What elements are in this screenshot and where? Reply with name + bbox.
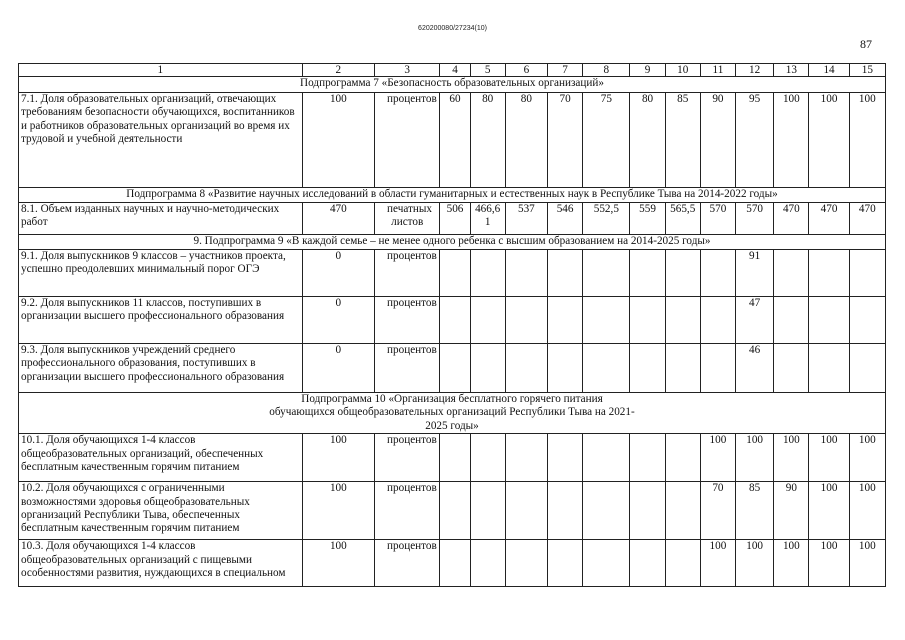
- indicator-year-value: [583, 434, 630, 482]
- indicator-year-value: [665, 250, 700, 297]
- indicator-unit: процентов: [375, 344, 440, 393]
- indicator-year-value: [583, 482, 630, 540]
- indicator-year-value: [630, 297, 665, 344]
- indicator-year-value: [849, 297, 885, 344]
- indicator-year-value: [809, 297, 849, 344]
- indicator-unit: печатных листов: [375, 203, 440, 235]
- indicator-year-value: [630, 250, 665, 297]
- indicator-year-value: [774, 344, 809, 393]
- indicator-year-value: [505, 434, 547, 482]
- column-number-row: [19, 64, 886, 77]
- indicator-year-value: [470, 297, 505, 344]
- indicator-year-value: [440, 344, 470, 393]
- indicator-year-value: [548, 540, 583, 587]
- indicator-base-value: 470: [302, 203, 374, 235]
- indicator-row: [19, 434, 886, 482]
- indicator-year-value: 100: [700, 434, 735, 482]
- indicator-year-value: 559: [630, 203, 665, 235]
- indicator-year-value: [505, 540, 547, 587]
- indicator-year-value: [548, 482, 583, 540]
- indicator-year-value: [548, 434, 583, 482]
- indicator-year-value: [440, 434, 470, 482]
- indicator-name: 10.3. Доля обучающихся 1-4 классов общеобразовательных организаций с пищевыми особенностями развития, нуждающихся в специальном: [19, 540, 303, 587]
- indicator-year-value: 470: [849, 203, 885, 235]
- indicator-year-value: 470: [774, 203, 809, 235]
- indicator-year-value: [849, 250, 885, 297]
- subprogram-title: Подпрограмма 8 «Развитие научных исследований в области гуманитарных и естественных наук в Республике Тыва на 2014-2022 годы»: [19, 188, 886, 203]
- indicator-year-value: 100: [774, 540, 809, 587]
- column-number: 4: [440, 64, 470, 77]
- indicator-unit: процентов: [375, 297, 440, 344]
- column-number: 7: [548, 64, 583, 77]
- subprogram-title: 9. Подпрограмма 9 «В каждой семье – не менее одного ребенка с высшим образованием на 2014-2025 годы»: [19, 235, 886, 250]
- indicator-year-value: 47: [736, 297, 774, 344]
- indicator-year-value: 470: [809, 203, 849, 235]
- indicator-year-value: 80: [505, 93, 547, 188]
- indicator-year-value: [630, 434, 665, 482]
- document-code: 620200080/27234(10): [418, 25, 487, 32]
- indicator-year-value: [700, 297, 735, 344]
- indicator-base-value: 100: [302, 93, 374, 188]
- indicator-year-value: 100: [809, 93, 849, 188]
- indicator-year-value: 552,5: [583, 203, 630, 235]
- indicator-year-value: 100: [849, 540, 885, 587]
- indicator-year-value: 70: [548, 93, 583, 188]
- indicator-unit: процентов: [375, 93, 440, 188]
- indicator-unit: процентов: [375, 434, 440, 482]
- indicator-year-value: [630, 482, 665, 540]
- indicator-year-value: 100: [774, 434, 809, 482]
- indicator-year-value: [700, 344, 735, 393]
- indicator-base-value: 0: [302, 344, 374, 393]
- indicator-year-value: 100: [849, 434, 885, 482]
- indicator-year-value: [665, 297, 700, 344]
- indicator-year-value: 100: [809, 434, 849, 482]
- indicator-year-value: 546: [548, 203, 583, 235]
- column-number: 9: [630, 64, 665, 77]
- subprogram-title: Подпрограмма 7 «Безопасность образовательных организаций»: [19, 77, 886, 93]
- indicator-year-value: 100: [849, 482, 885, 540]
- indicator-year-value: [665, 540, 700, 587]
- column-number: 13: [774, 64, 809, 77]
- indicator-year-value: 95: [736, 93, 774, 188]
- subprogram-title: Подпрограмма 10 «Организация бесплатного горячего питания обучающихся общеобразовательных организаций Республики Тыва на 2021-2025 годы»: [19, 393, 886, 434]
- indicator-name: 9.3. Доля выпускников учреждений среднего профессионального образования, поступивших в организации высшего профессионального образования: [19, 344, 303, 393]
- indicator-year-value: 100: [809, 482, 849, 540]
- indicator-base-value: 100: [302, 434, 374, 482]
- column-number: 14: [809, 64, 849, 77]
- indicator-year-value: 100: [736, 540, 774, 587]
- table-body: [19, 64, 886, 587]
- indicator-row: [19, 297, 886, 344]
- indicator-year-value: [548, 297, 583, 344]
- indicator-year-value: [665, 434, 700, 482]
- indicator-year-value: 75: [583, 93, 630, 188]
- indicator-year-value: [809, 250, 849, 297]
- indicator-year-value: 60: [440, 93, 470, 188]
- indicator-year-value: 70: [700, 482, 735, 540]
- indicator-row: [19, 93, 886, 188]
- indicator-year-value: 85: [736, 482, 774, 540]
- indicator-year-value: 90: [774, 482, 809, 540]
- indicator-name: 7.1. Доля образовательных организаций, отвечающих требованиям безопасности обучающихся, воспитанников и работников образовательных организаций во время их трудовой и учебной деятельности: [19, 93, 303, 188]
- indicator-base-value: 100: [302, 482, 374, 540]
- indicator-year-value: [440, 297, 470, 344]
- indicator-year-value: [440, 482, 470, 540]
- indicator-year-value: 570: [700, 203, 735, 235]
- indicator-year-value: [470, 434, 505, 482]
- indicator-year-value: [470, 482, 505, 540]
- indicator-year-value: 100: [809, 540, 849, 587]
- indicator-year-value: 80: [470, 93, 505, 188]
- subprogram-header-row: [19, 77, 886, 93]
- indicator-row: [19, 203, 886, 235]
- column-number: 10: [665, 64, 700, 77]
- indicator-year-value: 570: [736, 203, 774, 235]
- indicator-year-value: 80: [630, 93, 665, 188]
- indicator-row: [19, 540, 886, 587]
- indicator-year-value: 100: [736, 434, 774, 482]
- indicator-year-value: [583, 297, 630, 344]
- indicator-year-value: [505, 250, 547, 297]
- indicator-name: 9.2. Доля выпускников 11 классов, поступивших в организации высшего профессионального образования: [19, 297, 303, 344]
- indicator-year-value: 506: [440, 203, 470, 235]
- column-number: 11: [700, 64, 735, 77]
- indicator-name: 8.1. Объем изданных научных и научно-методических работ: [19, 203, 303, 235]
- indicator-unit: процентов: [375, 250, 440, 297]
- subprogram-header-row: [19, 235, 886, 250]
- indicator-year-value: [665, 344, 700, 393]
- indicator-year-value: [630, 540, 665, 587]
- indicator-year-value: 537: [505, 203, 547, 235]
- indicator-year-value: [809, 344, 849, 393]
- subprogram-header-row: [19, 393, 886, 434]
- indicator-year-value: [548, 344, 583, 393]
- indicator-year-value: [774, 250, 809, 297]
- column-number: 5: [470, 64, 505, 77]
- indicator-year-value: [505, 297, 547, 344]
- column-number: 15: [849, 64, 885, 77]
- indicator-year-value: 100: [700, 540, 735, 587]
- indicator-unit: процентов: [375, 540, 440, 587]
- subprogram-header-row: [19, 188, 886, 203]
- indicator-unit: процентов: [375, 482, 440, 540]
- indicator-year-value: 46: [736, 344, 774, 393]
- page-number: 87: [860, 37, 872, 51]
- indicator-year-value: [700, 250, 735, 297]
- indicator-year-value: 91: [736, 250, 774, 297]
- column-number: 8: [583, 64, 630, 77]
- column-number: 12: [736, 64, 774, 77]
- column-number: 1: [19, 64, 303, 77]
- indicator-year-value: [505, 482, 547, 540]
- indicator-row: [19, 250, 886, 297]
- indicator-base-value: 0: [302, 297, 374, 344]
- indicator-name: 9.1. Доля выпускников 9 классов – участников проекта, успешно преодолевших минимальный порог ОГЭ: [19, 250, 303, 297]
- indicator-base-value: 0: [302, 250, 374, 297]
- indicator-year-value: 565,5: [665, 203, 700, 235]
- indicator-year-value: [630, 344, 665, 393]
- indicator-year-value: 100: [849, 93, 885, 188]
- indicator-name: 10.1. Доля обучающихся 1-4 классов общеобразовательных организаций, обеспеченных бесплатным качественным горячим питанием: [19, 434, 303, 482]
- indicator-row: [19, 344, 886, 393]
- indicator-row: [19, 482, 886, 540]
- indicator-year-value: 90: [700, 93, 735, 188]
- indicator-year-value: [470, 540, 505, 587]
- column-number: 6: [505, 64, 547, 77]
- indicator-year-value: [470, 344, 505, 393]
- indicator-year-value: [774, 297, 809, 344]
- indicator-year-value: [849, 344, 885, 393]
- indicator-year-value: [470, 250, 505, 297]
- indicator-year-value: [505, 344, 547, 393]
- indicator-name: 10.2. Доля обучающихся с ограниченными возможностями здоровья общеобразовательных организаций Республики Тыва, обеспеченных бесплатным качественным горячим питанием: [19, 482, 303, 540]
- indicator-year-value: [440, 250, 470, 297]
- indicator-year-value: 466,6 1: [470, 203, 505, 235]
- indicator-base-value: 100: [302, 540, 374, 587]
- indicator-year-value: [440, 540, 470, 587]
- column-number: 3: [375, 64, 440, 77]
- indicator-year-value: [583, 540, 630, 587]
- indicator-year-value: 85: [665, 93, 700, 188]
- indicator-year-value: [665, 482, 700, 540]
- indicator-year-value: [548, 250, 583, 297]
- indicator-year-value: [583, 250, 630, 297]
- indicators-table: [18, 63, 886, 587]
- indicator-year-value: [583, 344, 630, 393]
- column-number: 2: [302, 64, 374, 77]
- indicator-year-value: 100: [774, 93, 809, 188]
